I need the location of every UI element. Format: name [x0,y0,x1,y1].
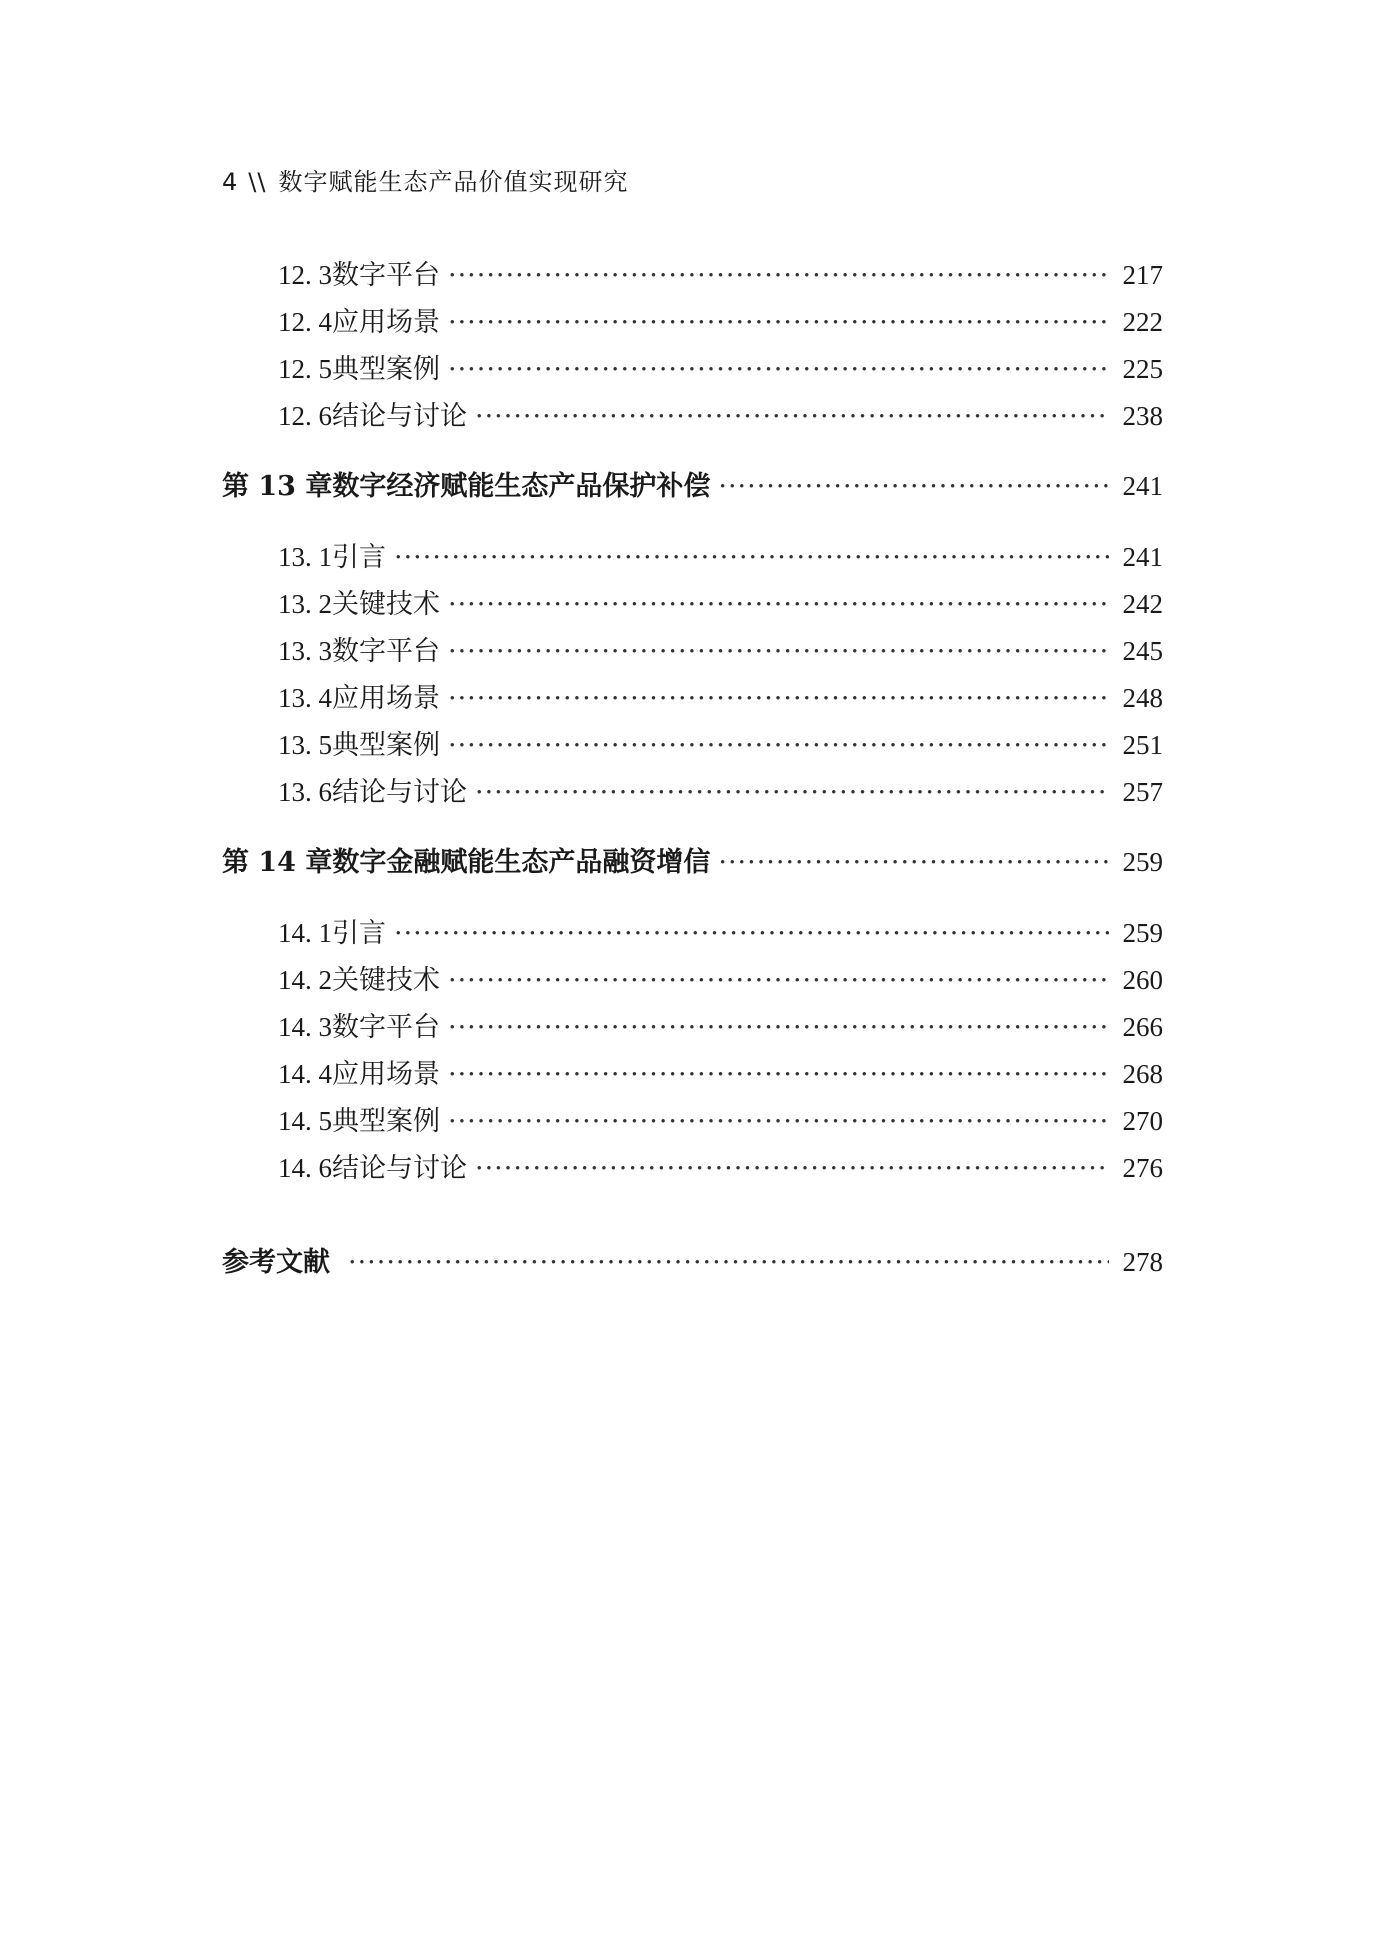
toc-entry-12-4[interactable] [278,302,1163,342]
dot-leader [448,1008,1109,1048]
toc-entry-14-6[interactable] [278,1148,1163,1188]
toc-entry-14-2[interactable] [278,960,1163,1000]
dot-leader [448,726,1109,766]
section-number: 13. 2 [278,589,332,619]
section-number: 13. 6 [278,777,332,807]
section-title: 关键技术 [332,589,440,620]
page-number: 276 [1122,1153,1163,1183]
toc-entry-13-5[interactable] [278,725,1163,765]
section-title: 典型案例 [332,1106,440,1137]
toc-entry-13-4[interactable] [278,678,1163,718]
page-number: 217 [1122,260,1163,290]
section-title: 应用场景 [332,307,440,338]
section-title: 结论与讨论 [332,777,467,808]
page-number: 260 [1122,965,1163,995]
page-number: 268 [1122,1059,1163,1089]
chapter-label: 第 13 章 [222,471,333,502]
toc-entry-12-5[interactable] [278,349,1163,389]
page-number: 248 [1122,683,1163,713]
dot-leader [448,679,1109,719]
page-number: 222 [1122,307,1163,337]
page-number: 238 [1122,401,1163,431]
section-title: 应用场景 [332,683,440,714]
section-title: 结论与讨论 [332,1153,467,1184]
page-number: 259 [1122,847,1163,877]
toc-entry-13-1[interactable] [278,537,1163,577]
section-title: 数字平台 [332,260,440,291]
chapter-title: 数字经济赋能生态产品保护补偿 [332,471,711,502]
section-title: 应用场景 [332,1059,440,1090]
page-number: 242 [1122,589,1163,619]
chapter-label: 第 14 章 [222,847,333,878]
dot-leader [475,773,1109,813]
section-title: 典型案例 [332,354,440,385]
toc-entry-13-3[interactable] [278,631,1163,671]
section-number: 14. 1 [278,918,332,948]
toc-chapter-13[interactable] [222,466,1163,506]
toc-entry-13-2[interactable] [278,584,1163,624]
header-book-title: 数字赋能生态产品价值实现研究 [278,168,629,196]
section-number: 12. 4 [278,307,332,337]
section-number: 14. 2 [278,965,332,995]
page-number: 241 [1122,542,1163,572]
dot-leader [718,467,1109,507]
toc-chapter-14[interactable] [222,842,1163,882]
section-number: 13. 4 [278,683,332,713]
section-number: 12. 6 [278,401,332,431]
toc-entry-14-4[interactable] [278,1054,1163,1094]
dot-leader [448,350,1109,390]
dot-leader [448,1055,1109,1095]
dot-leader [475,397,1109,437]
section-number: 13. 3 [278,636,332,666]
dot-leader [448,961,1109,1001]
toc-entry-12-6[interactable] [278,396,1163,436]
toc-entry-14-5[interactable] [278,1101,1163,1141]
page-number: 270 [1122,1106,1163,1136]
toc-entry-14-1[interactable] [278,913,1163,953]
section-title: 数字平台 [332,636,440,667]
section-number: 14. 3 [278,1012,332,1042]
dot-leader [448,632,1109,672]
section-title: 典型案例 [332,730,440,761]
page-number: 257 [1122,777,1163,807]
section-title: 引言 [332,542,386,573]
page-number: 225 [1122,354,1163,384]
section-number: 12. 5 [278,354,332,384]
toc-entry-14-3[interactable] [278,1007,1163,1047]
dot-leader [448,256,1109,296]
dot-leader [348,1243,1109,1283]
toc-references[interactable] [222,1242,1163,1282]
section-number: 14. 5 [278,1106,332,1136]
dot-leader [448,303,1109,343]
dot-leader [475,1149,1109,1189]
dot-leader [718,843,1109,883]
chapter-title: 数字金融赋能生态产品融资增信 [332,847,711,878]
page-number: 241 [1122,471,1163,501]
section-number: 12. 3 [278,260,332,290]
dot-leader [394,538,1109,578]
page-number: 251 [1122,730,1163,760]
section-title: 结论与讨论 [332,401,467,432]
page-number: 245 [1122,636,1163,666]
section-number: 14. 4 [278,1059,332,1089]
section-title: 关键技术 [332,965,440,996]
section-title: 数字平台 [332,1012,440,1043]
dot-leader [448,585,1109,625]
page-number: 266 [1122,1012,1163,1042]
toc-entry-13-6[interactable] [278,772,1163,812]
section-number: 14. 6 [278,1153,332,1183]
section-number: 13. 1 [278,542,332,572]
page-number: 278 [1122,1247,1163,1277]
toc-entry-12-3[interactable] [278,255,1163,295]
dot-leader [394,914,1109,954]
section-number: 13. 5 [278,730,332,760]
dot-leader [448,1102,1109,1142]
header-page-number: 4 [222,168,239,196]
page-number: 259 [1122,918,1163,948]
header-separator: \\ [248,168,267,196]
section-title: 引言 [332,918,386,949]
references-title: 参考文献 [222,1247,330,1278]
